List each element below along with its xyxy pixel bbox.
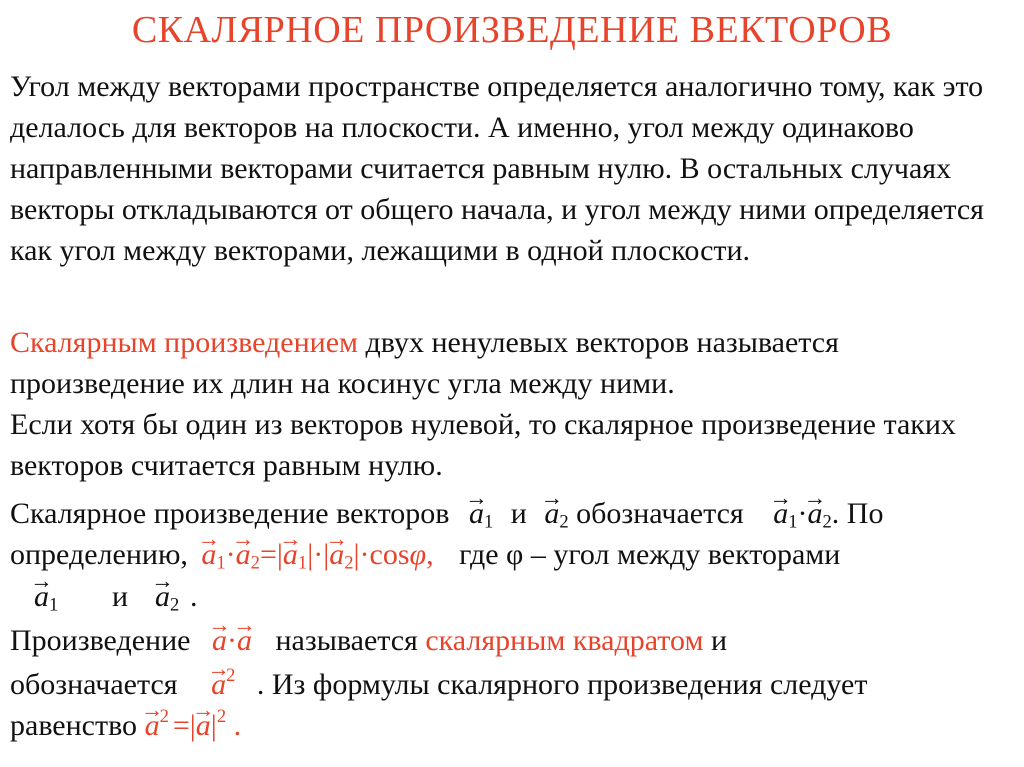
paragraph-dot-product-definition (10, 322, 1020, 404)
period-2: . (233, 709, 242, 743)
vector-a2-label: → $a_2$ (155, 580, 179, 617)
definition-text: определению, (10, 538, 188, 571)
dot-product-formula: → $a_1\cdot\to a_2=|\to a_1|\cdot|\to a_2|\cdot\cos\varphi$, (201, 538, 433, 571)
a-dot-a: → a·→ a (212, 624, 252, 657)
where-text: где φ – угол между векторами (459, 538, 841, 571)
denoted-text: обозначается (576, 497, 744, 530)
paragraph-angle-definition: Угол между векторами пространстве определяется аналогично тому, как это делалось для векторов на плоскости. А именно, угол между одинаково направленными векторами считается равным нулю. В остальных случаях векторы откладываются от общего начала, и угол между ними определяется как угол между векторами, лежащими в одной плоскости. (10, 70, 984, 267)
vector-a1: → $a_1$ (469, 497, 493, 530)
a-squared: → $a^2$ (211, 668, 235, 701)
and-text-2: и (112, 580, 129, 613)
term-scalar-product: Скалярным произведением (10, 326, 359, 359)
notation-line-1 (10, 497, 883, 534)
square-line-2 (10, 665, 867, 702)
notation-line-2 (10, 538, 840, 575)
a-squared-equals-abs-squared: → $a^2$ =|→ $a|^2$ (145, 709, 227, 742)
dot-product-notation: → $a_1\cdot\to a_2$ (773, 497, 832, 530)
term-scalar-square: скалярным квадратом (425, 624, 704, 657)
equality-text: равенство (10, 709, 138, 743)
vector-a2: → $a_2$ (544, 497, 568, 530)
formula-follows-text: . Из формулы скалярного произведения следует (256, 668, 868, 702)
page-title: СКАЛЯРНОЕ ПРОИЗВЕДЕНИЕ ВЕКТОРОВ (131, 9, 893, 51)
vector-a1-label: → $a_1$ (34, 580, 58, 617)
square-line-1 (10, 624, 727, 658)
paragraph-zero-vector: Если хотя бы один из векторов нулевой, то скалярное произведение таких векторов считается равным нулю. (10, 408, 956, 482)
and-text: и (510, 497, 527, 530)
by-text: . По (831, 497, 884, 530)
called-text: называется (275, 624, 418, 657)
paragraph-text: двух ненулевых векторов называется произведение их длин на косинус угла между ними. (10, 326, 839, 400)
period: . (190, 580, 198, 613)
notation-text: Скалярное произведение векторов (10, 497, 450, 530)
and-text-3: и (710, 624, 727, 657)
product-text: Произведение (10, 624, 191, 657)
denoted-text-2: обозначается (10, 668, 178, 702)
square-line-3 (10, 706, 241, 743)
